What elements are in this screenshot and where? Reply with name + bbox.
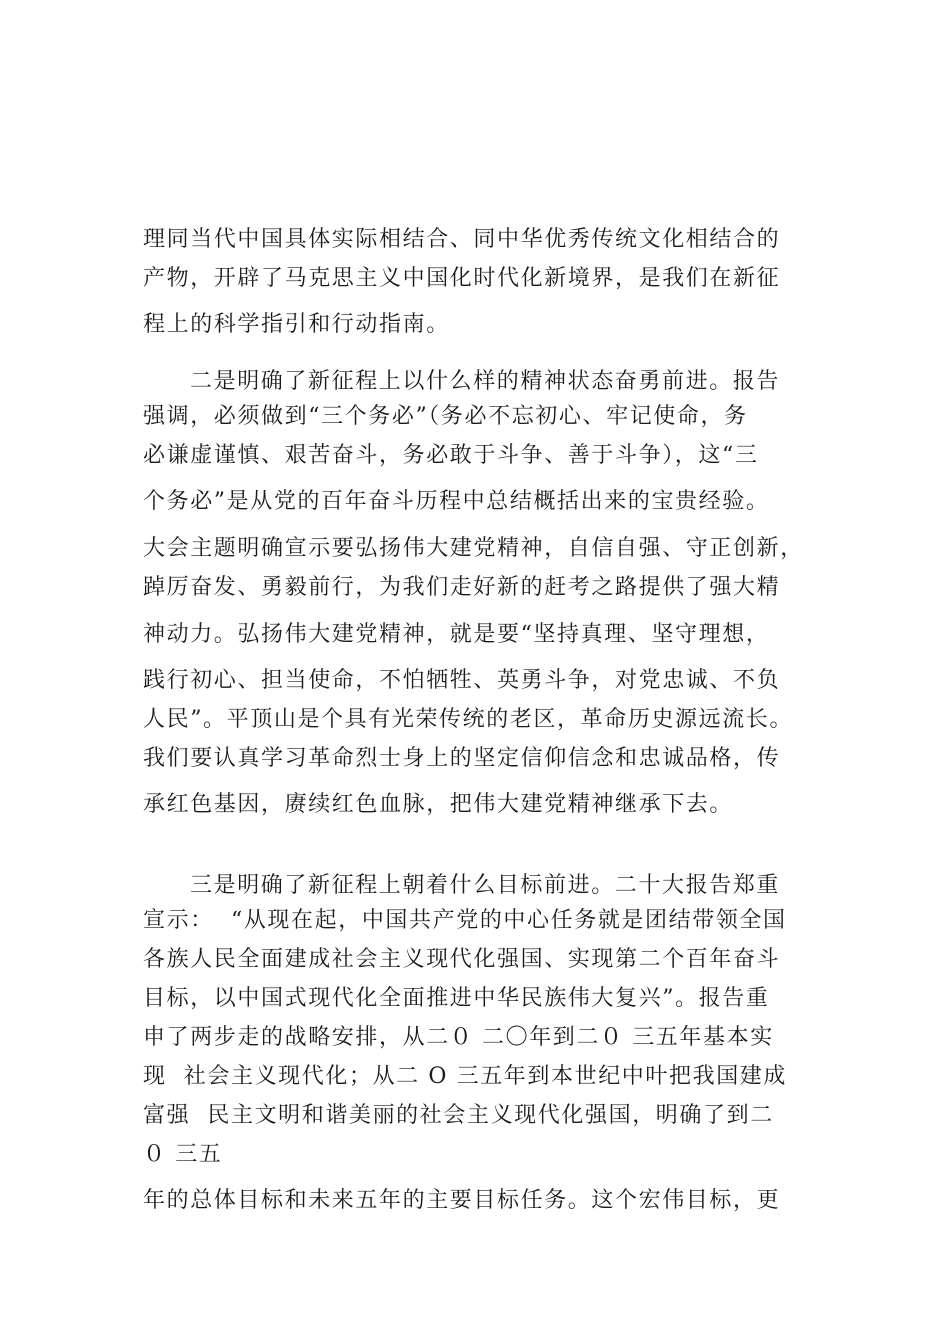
text-line: 富强 民主文明和谐美丽的社会主义现代化强国，明确了到二 [143,1103,774,1128]
text-line: 强调，必须做到“三个务必”（务必不忘初心、牢记使命，务 [143,404,748,429]
text-line: 个务必”是从党的百年奋斗历程中总结概括出来的宝贵经验。 [143,489,770,514]
text-line: 目标，以中国式现代化全面推进中华民族伟大复兴”。报告重 [143,986,770,1011]
text-line: 产物，开辟了马克思主义中国化时代化新境界，是我们在新征 [143,266,781,291]
text-line: 必谦虚谨慎、艰苦奋斗，务必敢于斗争、善于斗争），这“三 [143,443,759,468]
text-line: 宣示： “从现在起，中国共产党的中心任务就是团结带领全国 [143,908,787,933]
text-line: 大会主题明确宣示要弘扬伟大建党精神，自信自强、守正创新， [143,536,804,561]
text-line: 践行初心、担当使命，不怕牺牲、英勇斗争，对党忠诚、不负 [143,668,781,693]
text-line: 申了两步走的战略安排，从二０ 二〇年到二０ 三五年基本实 [143,1025,774,1050]
text-line: ０ 三五 [143,1142,223,1167]
text-line: 程上的科学指引和行动指南。 [143,312,450,337]
text-line: 踔厉奋发、勇毅前行，为我们走好新的赶考之路提供了强大精 [143,575,781,600]
text-line: 各族人民全面建成社会主义现代化强国、实现第二个百年奋斗 [143,947,781,972]
text-line: 人民”。平顶山是个具有光荣传统的老区，革命历史源远流长。 [143,707,794,732]
paragraph-3-first-line: 三是明确了新征程上朝着什么目标前进。二十大报告郑重 [190,873,781,898]
text-line: 神动力。弘扬伟大建党精神，就是要“坚持真理、坚守理想， [143,622,770,647]
text-line: 我们要认真学习革命烈士身上的坚定信仰信念和忠诚品格，传 [143,746,781,771]
text-line: 承红色基因，赓续红色血脉，把伟大建党精神继承下去。 [143,792,734,817]
text-line: 年的总体目标和未来五年的主要目标任务。这个宏伟目标，更 [143,1188,781,1213]
text-line: 理同当代中国具体实际相结合、同中华优秀传统文化相结合的 [143,227,781,252]
text-line: 现 社会主义现代化；从二 O 三五年到本世纪中叶把我国建成 [143,1064,788,1089]
paragraph-2-first-line: 二是明确了新征程上以什么样的精神状态奋勇前进。报告 [190,369,781,394]
